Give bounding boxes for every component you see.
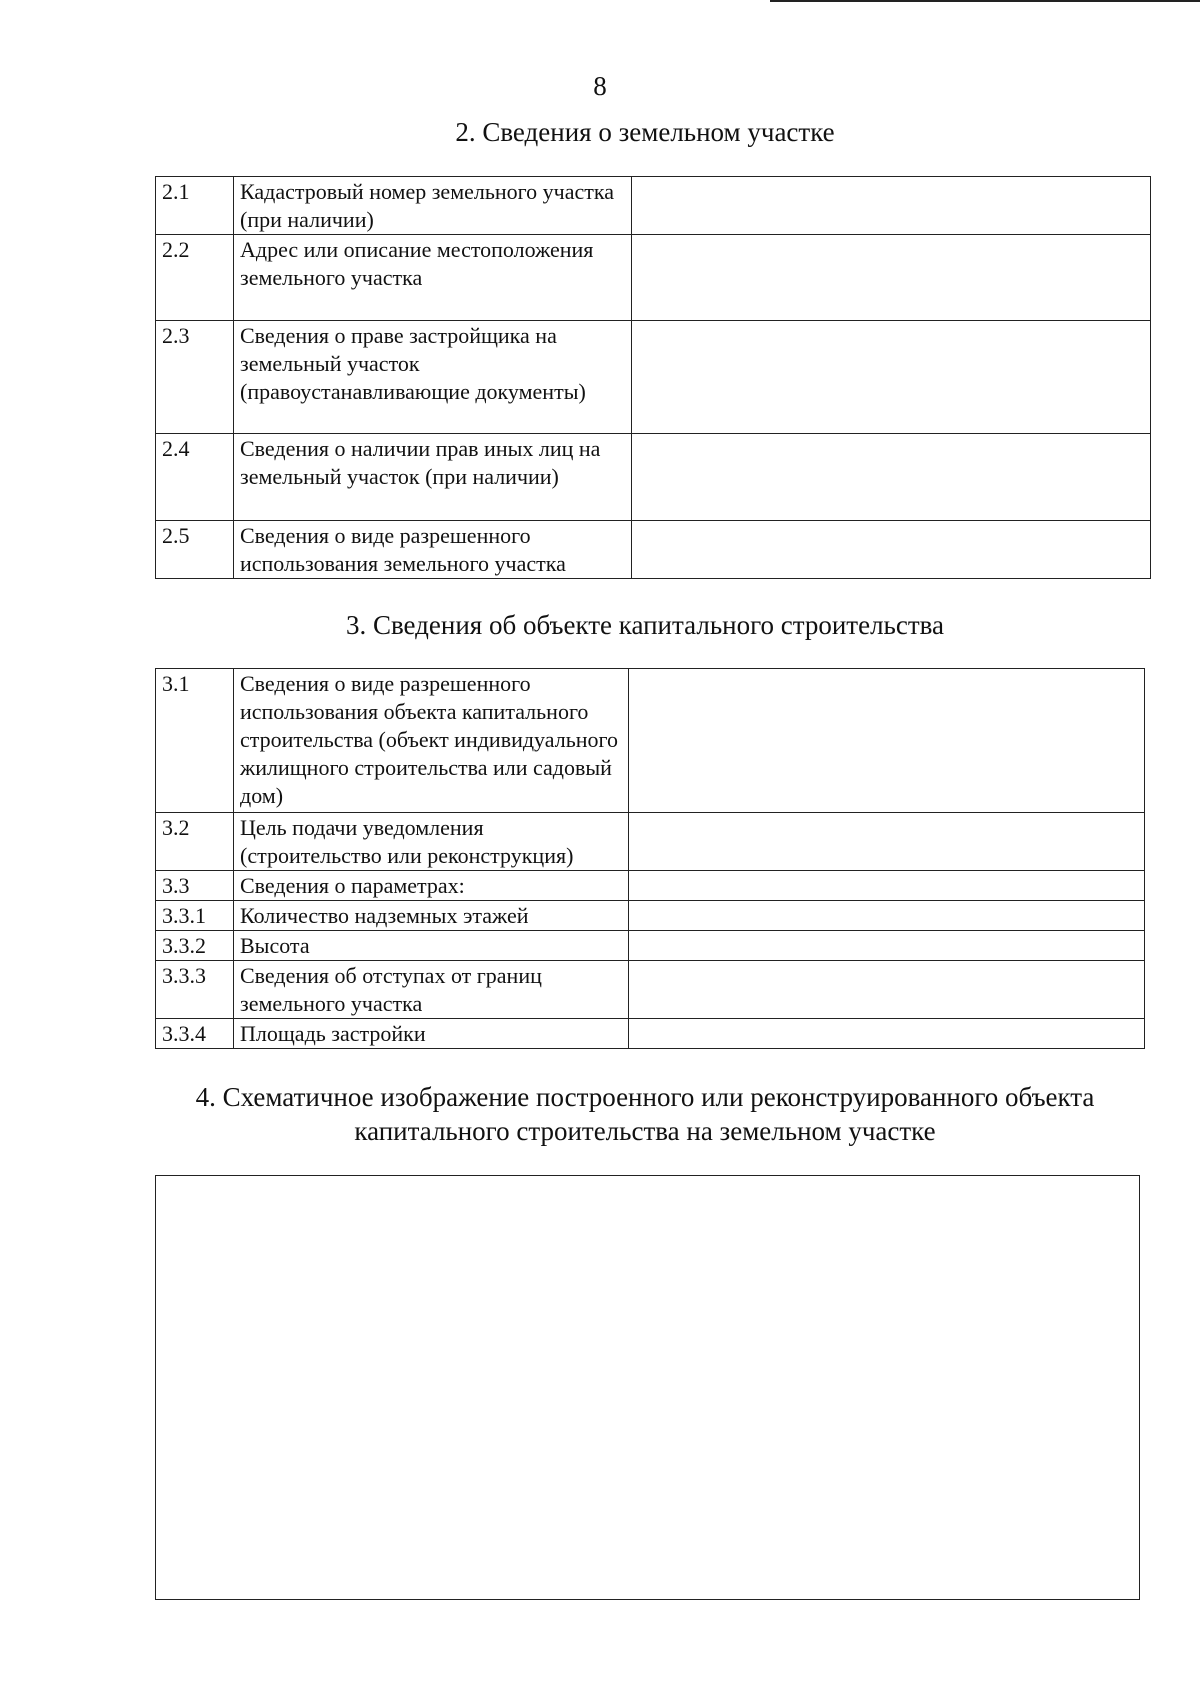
land-plot-table [155,176,1151,579]
row-value-field[interactable] [629,669,1145,813]
row-value-field[interactable] [632,235,1151,321]
row-value-field[interactable] [632,321,1151,434]
table-row [156,931,1145,961]
row-value-field[interactable] [629,901,1145,931]
row-value-field[interactable] [629,961,1145,1019]
top-edge-rule [770,0,1200,2]
table-row [156,521,1151,579]
row-value-field[interactable] [629,1019,1145,1049]
row-label: Сведения о виде разрешенного использования земельного участка [234,521,632,579]
row-label: Сведения об отступах от границ земельного участка [234,961,629,1019]
row-number: 3.3.3 [156,961,234,1019]
row-number: 3.3.1 [156,901,234,931]
table-row [156,434,1151,521]
page-number: 8 [593,71,607,101]
table-row [156,177,1151,235]
table-row [156,669,1145,813]
section-2-title: 2. Сведения о земельном участке [455,117,835,147]
row-value-field[interactable] [629,871,1145,901]
row-label: Сведения о параметрах: [234,871,629,901]
row-number: 2.5 [156,521,234,579]
section-4-title-line1: 4. Схематичное изображение построенного или реконструированного объекта [195,1082,1095,1112]
section-4-title-line2: капитального строительства на земельном участке [354,1116,936,1146]
table-row [156,901,1145,931]
row-value-field[interactable] [632,434,1151,521]
row-number: 2.4 [156,434,234,521]
row-number: 2.1 [156,177,234,235]
row-number: 2.3 [156,321,234,434]
row-label: Высота [234,931,629,961]
table-row [156,1019,1145,1049]
row-label: Сведения о наличии прав иных лиц на земельный участок (при наличии) [234,434,632,521]
section-3-title: 3. Сведения об объекте капитального строительства [345,610,945,640]
row-label: Цель подачи уведомления (строительство или реконструкция) [234,813,629,871]
row-number: 3.3.4 [156,1019,234,1049]
row-value-field[interactable] [632,177,1151,235]
table-row [156,871,1145,901]
row-number: 3.3.2 [156,931,234,961]
row-value-field[interactable] [632,521,1151,579]
row-label: Сведения о виде разрешенного использования объекта капитального строительства (объект индивидуального жилищного строительства или садовый дом) [234,669,629,813]
table-row [156,961,1145,1019]
schematic-drawing-area[interactable] [155,1175,1140,1600]
row-label: Площадь застройки [234,1019,629,1049]
table-row [156,813,1145,871]
row-label: Кадастровый номер земельного участка (при наличии) [234,177,632,235]
row-number: 3.1 [156,669,234,813]
row-label: Сведения о праве застройщика на земельный участок (правоустанавливающие документы) [234,321,632,434]
row-value-field[interactable] [629,813,1145,871]
row-value-field[interactable] [629,931,1145,961]
row-number: 3.3 [156,871,234,901]
row-number: 3.2 [156,813,234,871]
table-row [156,235,1151,321]
row-label: Адрес или описание местоположения земельного участка [234,235,632,321]
capital-construction-table [155,668,1145,1049]
row-number: 2.2 [156,235,234,321]
table-row [156,321,1151,434]
row-label: Количество надземных этажей [234,901,629,931]
